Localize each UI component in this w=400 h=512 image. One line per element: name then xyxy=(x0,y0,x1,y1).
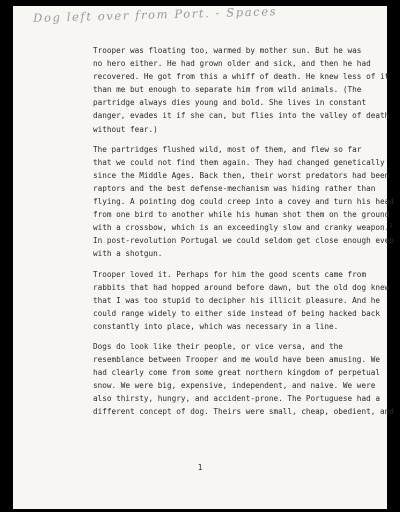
paragraph xyxy=(69,44,390,136)
text-line: could range widely to either side instead of being hacked back xyxy=(93,308,380,318)
text-line: partridge always dies young and bold. She lives in constant xyxy=(93,98,367,108)
text-line: rabbits that had hopped around before dawn, but the old dog knew xyxy=(93,282,390,292)
text-line: different concept of dog. Theirs were small, cheap, obedient, and xyxy=(93,407,394,417)
paragraph xyxy=(69,143,394,261)
document-page xyxy=(13,4,394,509)
text-line: also thirsty, hungry, and accident-prone. The Portuguese had a xyxy=(93,394,380,404)
text-line: with a crossbow, which is an exceedingly slow and cranky weapon. xyxy=(93,223,390,233)
text-line: that we could not find them again. They had changed genetically xyxy=(93,157,385,167)
text-line: had clearly come from some great northern kingdom of perpetual xyxy=(93,368,380,378)
handwritten-note: Dog left over from Port. - Spaces xyxy=(33,4,278,25)
text-line: from one bird to another while his human shot them on the ground xyxy=(93,210,390,220)
text-line: danger, evades it if she can, but flies into the valley of death xyxy=(93,111,390,121)
text-line: resemblance between Trooper and me would have been amusing. We xyxy=(93,355,380,365)
text-line: that I was too stupid to decipher his illicit pleasure. And he xyxy=(93,295,380,305)
text-line: since the Middle Ages. Back then, their worst predators had been xyxy=(93,170,390,180)
text-line: The partridges flushed wild, most of them, and flew so far xyxy=(93,144,362,154)
text-line: with a shotgun. xyxy=(93,249,163,259)
text-line: In post-revolution Portugal we could seldom get close enough even xyxy=(93,236,394,246)
text-line: than me but enough to separate him from wild animals. (The xyxy=(93,85,362,95)
page-number: 1 xyxy=(197,463,203,472)
text-line: flying. A pointing dog could creep into a covey and turn his head xyxy=(93,197,394,207)
text-line: recovered. He got from this a whiff of death. He knew less of it xyxy=(93,72,390,82)
text-line: no hero either. He had grown older and sick, and then he had xyxy=(93,59,371,69)
body-text xyxy=(69,44,394,419)
footnote-marker: 1 xyxy=(389,223,393,230)
text-line: Trooper was floating too, warmed by mother sun. But he was xyxy=(93,46,362,55)
text-line: Dogs do look like their people, or vice versa, and the xyxy=(93,341,343,351)
text-line-with-footnote xyxy=(69,221,393,234)
paragraph xyxy=(69,268,390,333)
text-line: Trooper loved it. Perhaps for him the good scents came from xyxy=(93,269,367,279)
text-line: raptors and the best defense-mechanism was hiding rather than xyxy=(93,183,376,193)
text-line: without fear.) xyxy=(93,124,158,134)
text-line: snow. We were big, expensive, independent, and naive. We were xyxy=(93,381,376,391)
text-line: constantly into place, which was necessary in a line. xyxy=(93,321,339,331)
paragraph xyxy=(69,340,394,419)
